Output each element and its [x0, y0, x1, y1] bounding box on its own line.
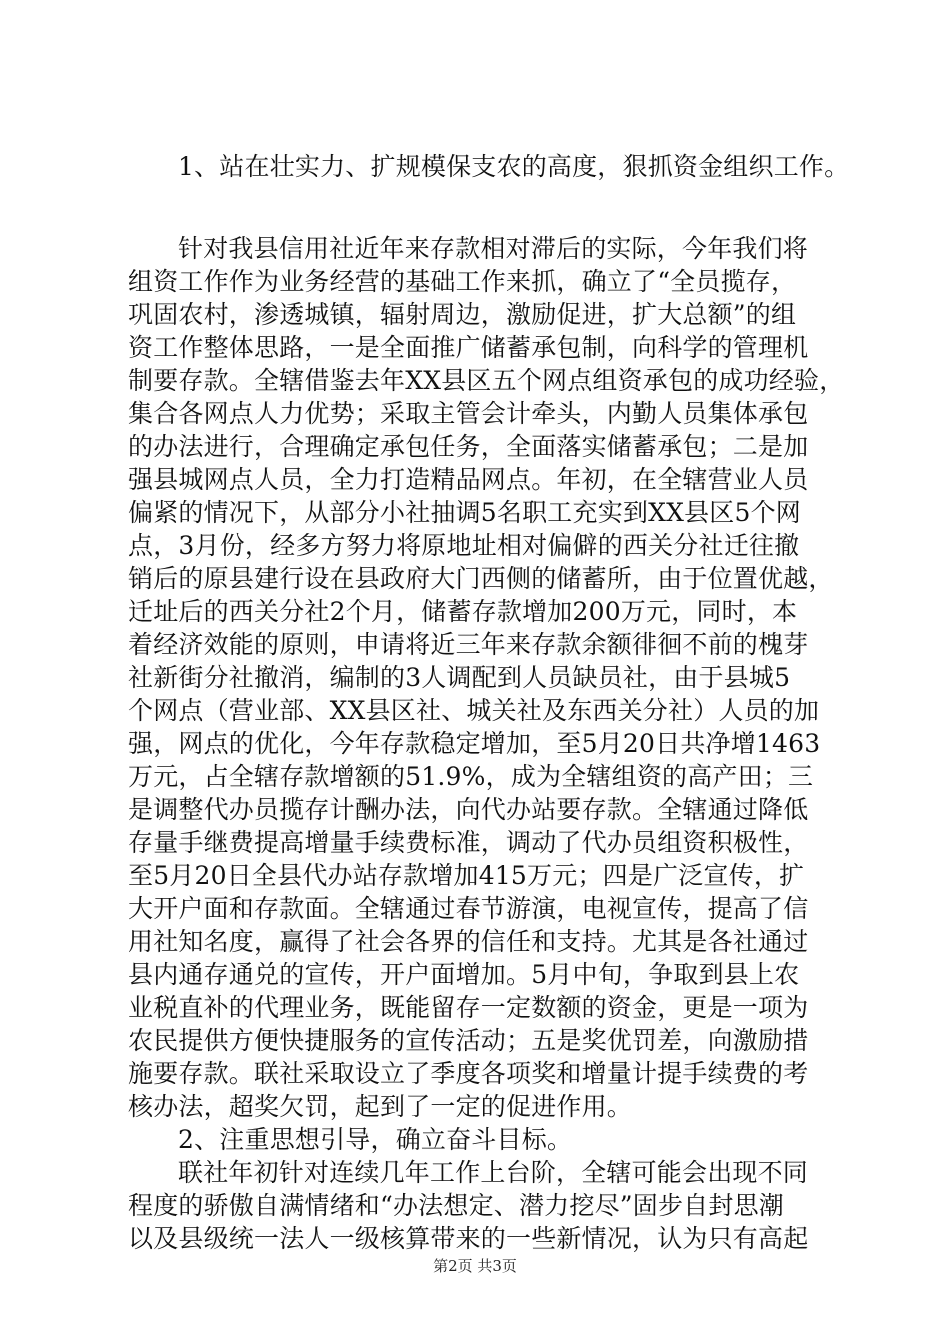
paragraph-line: 点，3月份，经多方努力将原地址相对偏僻的西关分社迁往撤 — [128, 531, 800, 560]
paragraph-line: 针对我县信用社近年来存款相对滞后的实际，今年我们将 — [178, 234, 809, 263]
paragraph-line: 核办法，超奖欠罚，起到了一定的促进作用。 — [128, 1092, 633, 1121]
paragraph-line: 以及县级统一法人一级核算带来的一些新情况，认为只有高起 — [128, 1224, 809, 1253]
paragraph-line: 强，网点的优化，今年存款稳定增加，至5月20日共净增1463 — [128, 729, 821, 758]
paragraph-line: 迁址后的西关分社2个月，储蓄存款增加200万元，同时，本 — [128, 597, 798, 626]
paragraph-line: 资工作整体思路，一是全面推广储蓄承包制，向科学的管理机 — [128, 333, 809, 362]
paragraph-line: 个网点（营业部、XX县区社、城关社及东西关分社）人员的加 — [128, 696, 820, 725]
paragraph-line: 用社知名度，赢得了社会各界的信任和支持。尤其是各社通过 — [128, 927, 809, 956]
paragraph-line: 至5月20日全县代办站存款增加415万元；四是广泛宣传，扩 — [128, 861, 805, 890]
paragraph-line: 社新街分社撤消，编制的3人调配到人员缺员社，由于县城5 — [128, 663, 791, 692]
paragraph-line: 业税直补的代理业务，既能留存一定数额的资金，更是一项为 — [128, 993, 809, 1022]
paragraph-line: 农民提供方便快捷服务的宣传活动；五是奖优罚差，向激励措 — [128, 1026, 809, 1055]
paragraph-1 — [128, 232, 845, 1255]
paragraph-line: 是调整代办员揽存计酬办法，向代办站要存款。全辖通过降低 — [128, 795, 809, 824]
page-number-footer: 第2页 共3页 — [433, 1257, 517, 1275]
paragraph-line: 集合各网点人力优势；采取主管会计牵头，内勤人员集体承包 — [128, 399, 809, 428]
paragraph-line: 施要存款。联社采取设立了季度各项奖和增量计提手续费的考 — [128, 1059, 809, 1088]
paragraph-line: 制要存款。全辖借鉴去年XX县区五个网点组资承包的成功经验， — [128, 366, 845, 395]
paragraph-line: 联社年初针对连续几年工作上台阶，全辖可能会出现不同 — [178, 1158, 809, 1187]
paragraph-line: 大开户面和存款面。全辖通过春节游演，电视宣传，提高了信 — [128, 894, 809, 923]
paragraph-line: 巩固农村，渗透城镇，辐射周边，激励促进，扩大总额”的组 — [128, 300, 797, 329]
paragraph-line: 万元，占全辖存款增额的51.9%，成为全辖组资的高产田；三 — [128, 762, 814, 791]
paragraph-line: 销后的原县建行设在县政府大门西侧的储蓄所，由于位置优越， — [128, 564, 834, 593]
paragraph-line: 强县城网点人员，全力打造精品网点。年初，在全辖营业人员 — [128, 465, 809, 494]
paragraph-line: 存量手继费提高增量手续费标准，调动了代办员组资积极性， — [128, 828, 809, 857]
section-heading-2: 2、注重思想引导，确立奋斗目标。 — [178, 1125, 573, 1154]
paragraph-line: 县内通存通兑的宣传，开户面增加。5月中旬，争取到县上农 — [128, 960, 800, 989]
paragraph-line: 的办法进行，合理确定承包任务，全面落实储蓄承包；二是加 — [128, 432, 809, 461]
paragraph-line: 程度的骄傲自满情绪和“办法想定、潜力挖尽”固步自封思潮 — [128, 1191, 784, 1220]
paragraph-line: 偏紧的情况下，从部分小社抽调5名职工充实到XX县区5个网 — [128, 498, 802, 527]
paragraph-line: 着经济效能的原则，申请将近三年来存款余额徘徊不前的槐芽 — [128, 630, 809, 659]
section-heading-1: 1、站在壮实力、扩规模保支农的高度，狠抓资金组织工作。 — [178, 152, 850, 181]
paragraph-line: 组资工作作为业务经营的基础工作来抓，确立了“全员揽存， — [128, 267, 797, 296]
